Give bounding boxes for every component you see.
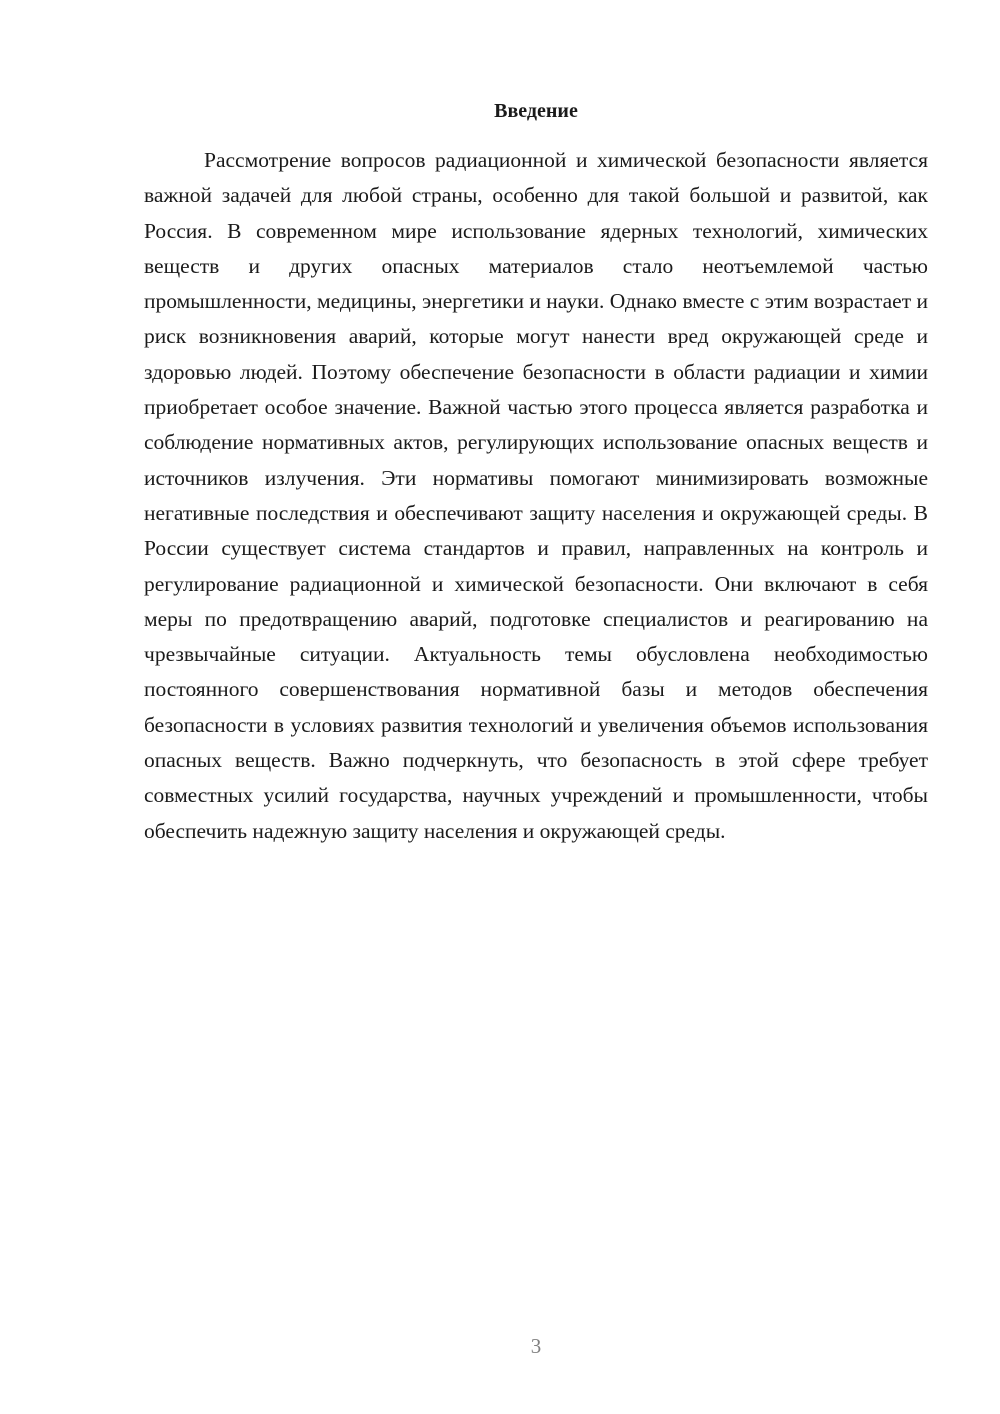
section-heading: Введение xyxy=(494,100,578,122)
page-number: 3 xyxy=(530,1334,542,1358)
body-paragraph: Рассмотрение вопросов радиационной и химической безопасности является важной задачей для любой страны, особенно для такой большой и развитой, как Россия. В современном мире использование ядерных технологий, химических веществ и других опасных материалов стало неотъемлемой частью промышленности, медицины, энергетики и науки. Однако вместе с этим возрастает и риск возникновения аварий, которые могут нанести вред окружающей среде и здоровью людей. Поэтому обеспечение безопасности в области радиации и химии приобретает особое значение. Важной частью этого процесса является разработка и соблюдение нормативных актов, регулирующих использование опасных веществ и источников излучения. Эти нормативы помогают минимизировать возможные негативные последствия и обеспечивают защиту населения и окружающей среды. В России существует система стандартов и правил, направленных на контроль и регулирование радиационной и химической безопасности. Они включают в себя меры по предотвращению аварий, подготовке специалистов и реагированию на чрезвычайные ситуации. Актуальность темы обусловлена необходимостью постоянного совершенствования нормативной базы и методов обеспечения безопасности в условиях развития технологий и увеличения объемов использования опасных веществ. Важно подчеркнуть, что безопасность в этой сфере требует совместных усилий государства, научных учреждений и промышленности, чтобы обеспечить надежную защиту населения и окружающей среды. xyxy=(144,148,928,843)
